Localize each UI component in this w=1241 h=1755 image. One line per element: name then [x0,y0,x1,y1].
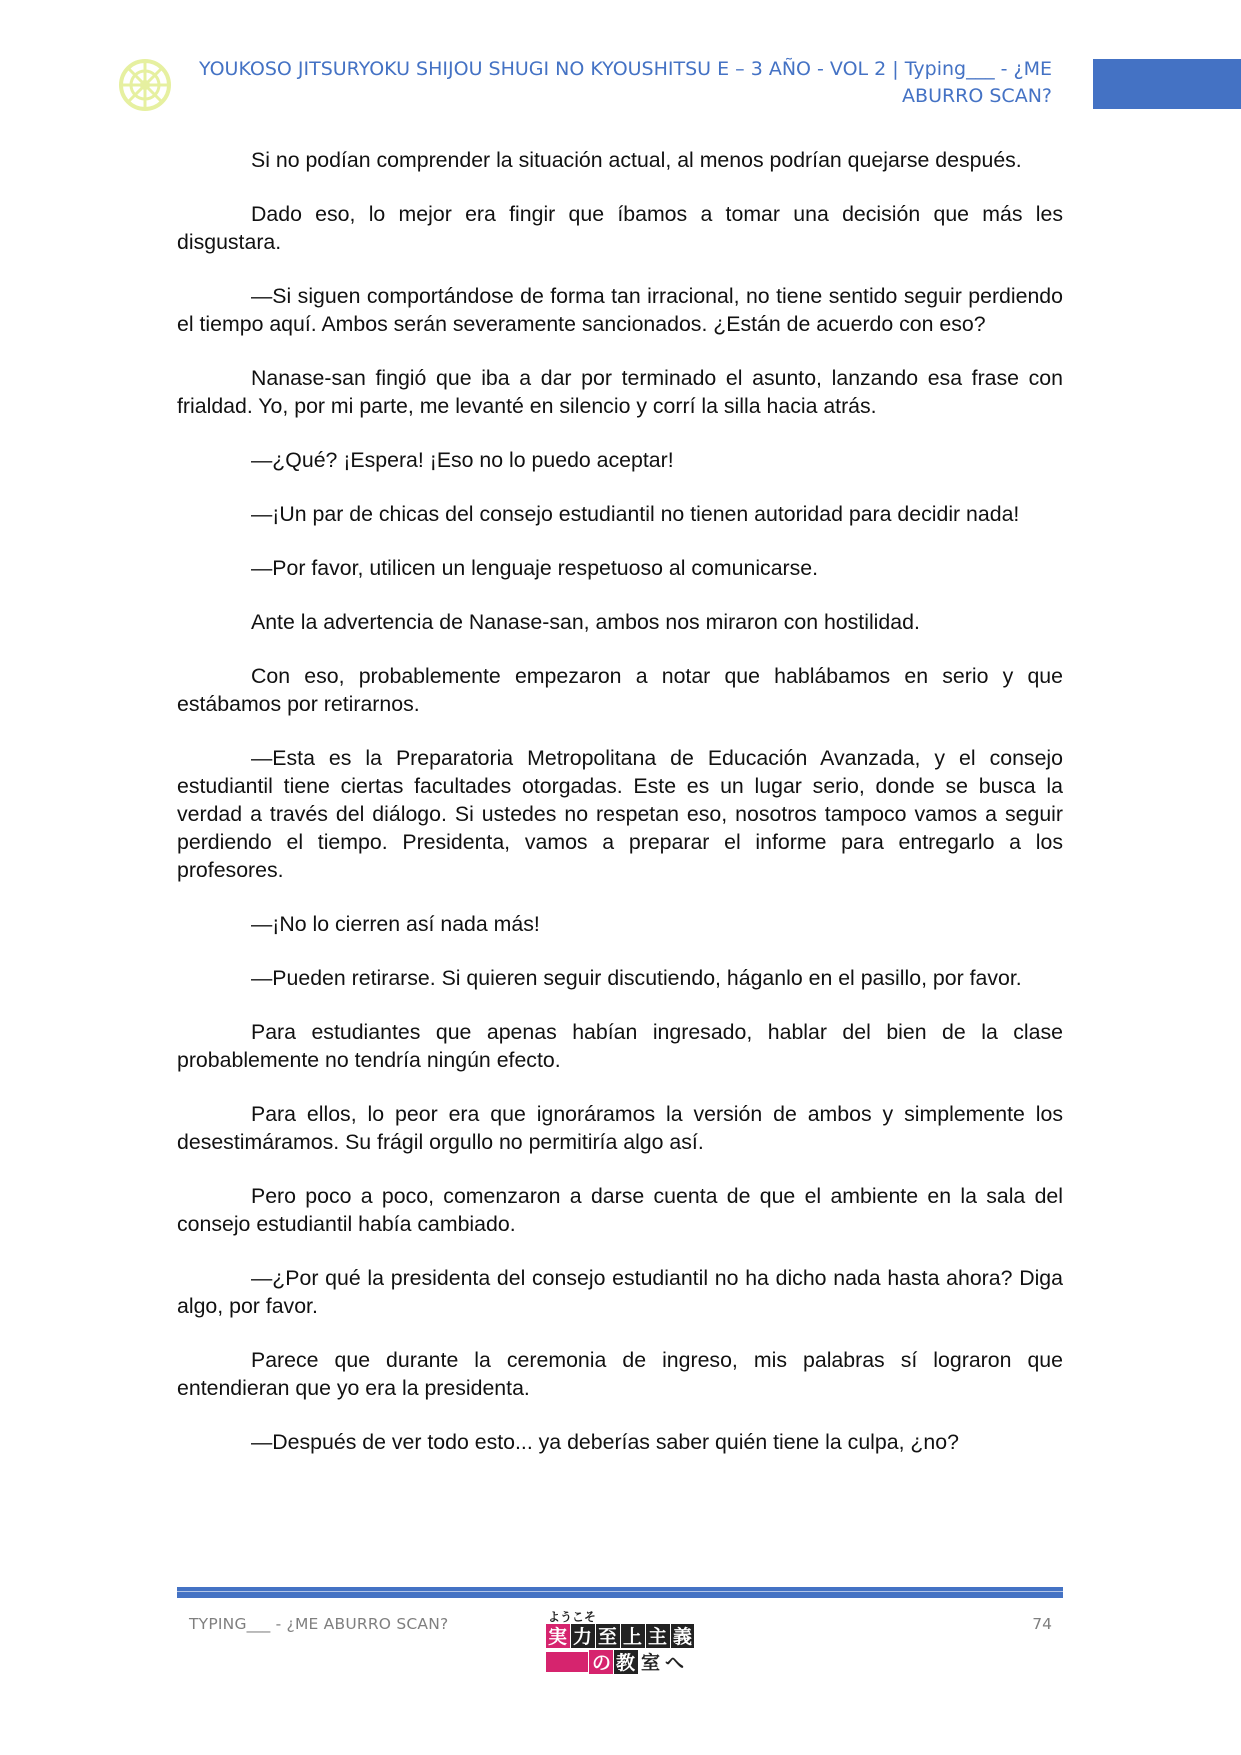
paragraph: Parece que durante la ceremonia de ingreso, mis palabras sí lograron que entendieran que yo era la presidenta. [177,1348,1063,1400]
svg-text:上: 上 [623,1626,643,1648]
paragraph: —Si siguen comportándose de forma tan irracional, no tiene sentido seguir perdiendo el tiempo aquí. Ambos serán severamente sancionados. ¿Están de acuerdo con eso? [177,284,1063,336]
paragraph: Ante la advertencia de Nanase-san, ambos nos miraron con hostilidad. [251,610,920,634]
paragraph: Para ellos, lo peor era que ignoráramos la versión de ambos y simplemente los desestimáramos. Su frágil orgullo no permitiría algo así. [177,1102,1063,1154]
paragraph: Dado eso, lo mejor era fingir que íbamos a tomar una decisión que más les disgustara. [177,202,1063,254]
svg-text:主: 主 [648,1626,668,1648]
paragraph: Pero poco a poco, comenzaron a darse cuenta de que el ambiente en la sala del consejo estudiantil había cambiado. [177,1184,1063,1236]
paragraph: Nanase-san fingió que iba a dar por terminado el asunto, lanzando esa frase con frialdad. Yo, por mi parte, me levanté en silencio y corrí la silla hacia atrás. [177,366,1063,418]
footer-divider [177,1587,1063,1598]
paragraph: —¿Qué? ¡Espera! ¡Eso no lo puedo aceptar! [251,448,674,472]
paragraph: —¿Por qué la presidenta del consejo estudiantil no ha dicho nada hasta ahora? Diga algo, por favor. [177,1266,1063,1318]
paragraph: Con eso, probablemente empezaron a notar que hablábamos en serio y que estábamos por retirarnos. [177,664,1063,716]
svg-text:へ: へ [665,1652,685,1674]
svg-text:の: の [592,1652,612,1674]
page-header-title [190,56,1052,110]
header-title-line-2: ABURRO SCAN? [902,85,1052,107]
scan-group-emblem-icon [118,58,172,112]
paragraph: —¡Un par de chicas del consejo estudiantil no tienen autoridad para decidir nada! [251,502,1020,526]
header-accent-bar [1093,59,1241,109]
svg-text:実: 実 [548,1626,568,1648]
paragraph: Para estudiantes que apenas habían ingresado, hablar del bien de la clase probablemente no tendría ningún efecto. [177,1020,1063,1072]
page-number: 74 [1032,1615,1052,1633]
paragraph: Si no podían comprender la situación actual, al menos podrían quejarse después. [251,148,1022,172]
svg-text:力: 力 [573,1626,593,1648]
svg-text:義: 義 [673,1626,693,1648]
svg-text:至: 至 [598,1626,618,1648]
svg-text:教: 教 [616,1652,636,1674]
series-logo-icon [546,1608,694,1676]
paragraph: —Esta es la Preparatoria Metropolitana de Educación Avanzada, y el consejo estudiantil tiene ciertas facultades otorgadas. Este es un lugar serio, donde se busca la verdad a través del diálogo. Si ustedes no respetan eso, nosotros tampoco vamos a seguir perdiendo el tiempo. Presidenta, vamos a preparar el informe para entregarlo a los profesores. [177,746,1063,882]
svg-text:ようこそ: ようこそ [548,1610,597,1624]
paragraph: —Después de ver todo esto... ya deberías saber quién tiene la culpa, ¿no? [251,1430,959,1454]
footer-credit: TYPING___ - ¿ME ABURRO SCAN? [189,1615,449,1633]
svg-text:室: 室 [641,1652,661,1674]
header-title-line-1: YOUKOSO JITSURYOKU SHIJOU SHUGI NO KYOUSHITSU E – 3 AÑO - VOL 2 | Typing___ - ¿ME [199,58,1052,80]
paragraph: —Por favor, utilicen un lenguaje respetuoso al comunicarse. [251,556,819,580]
document-body [177,146,1063,1482]
paragraph: —Pueden retirarse. Si quieren seguir discutiendo, háganlo en el pasillo, por favor. [251,966,1022,990]
paragraph: —¡No lo cierren así nada más! [251,912,540,936]
